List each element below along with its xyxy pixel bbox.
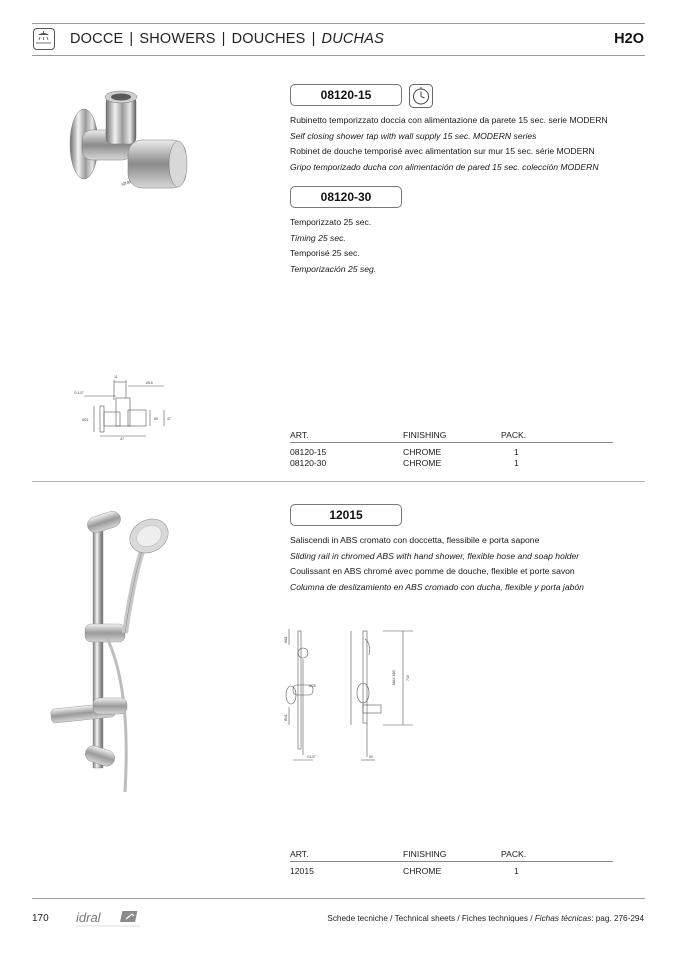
brand-label: H2O <box>614 31 644 47</box>
table-row: CHROME <box>403 866 442 876</box>
col-header-finishing: FINISHING <box>403 430 447 440</box>
title-separator: | <box>221 31 226 47</box>
table-row: 08120-15 <box>290 447 327 457</box>
page-title <box>70 31 384 47</box>
desc-en: Timing 25 sec. <box>290 232 346 243</box>
desc-it: Rubinetto temporizzato doccia con alimentazione da parete 15 sec. serie MODERN <box>290 115 608 125</box>
header-bottom-rule <box>32 55 645 56</box>
dim-label: 47 <box>167 417 171 421</box>
desc-en: Sliding rail in chromed ABS with hand shower, flexible hose and soap holder <box>290 550 580 561</box>
desc-fr: Robinet de douche temporisé avec alimentation sur mur 15 sec. série MODERN <box>290 146 595 156</box>
dim-label: G 1/2" <box>74 391 85 395</box>
col-header-art: ART. <box>290 849 309 859</box>
desc-it: Temporizzato 25 sec. <box>290 217 372 227</box>
ref-text: Schede tecniche / Technical sheets / Fiches techniques / <box>327 914 535 923</box>
desc-fr: Coulissant en ABS chromé avec pomme de douche, flexible et porte savon <box>290 566 575 576</box>
footer-rule <box>32 898 645 899</box>
shower-icon <box>33 28 55 50</box>
section-divider <box>32 481 645 482</box>
dim-label: 710 <box>406 675 410 681</box>
dim-label: Ø16 <box>146 381 153 385</box>
dim-label: Ø81 <box>284 636 288 643</box>
timer-icon <box>409 84 433 108</box>
dim-label: Ø41 <box>284 714 288 721</box>
ref-text-es: Fichas técnicas <box>534 914 592 923</box>
col-header-art: ART. <box>290 430 309 440</box>
desc-en: Self closing shower tap with wall supply 15 sec. MODERN series <box>290 130 537 141</box>
title-es: DUCHAS <box>321 31 384 47</box>
table-row: 12015 <box>290 866 314 876</box>
image-brand-mark: idral <box>120 179 132 188</box>
dim-label: 90 <box>369 755 373 759</box>
desc-it: Saliscendi in ABS cromato con doccetta, flessibile e porta sapone <box>290 535 540 545</box>
desc-es: Temporización 25 seg. <box>290 263 377 274</box>
title-it: DOCCE <box>70 31 124 47</box>
col-header-finishing: FINISHING <box>403 849 447 859</box>
product3-description <box>290 533 584 595</box>
product2-description <box>290 215 376 277</box>
idral-logo <box>74 908 146 928</box>
title-en: SHOWERS <box>139 31 216 47</box>
table-product-1 <box>290 430 613 470</box>
dim-label: 47 <box>120 437 124 441</box>
dim-label: 11 <box>114 375 118 379</box>
table-product-2 <box>290 849 613 879</box>
technical-sheets-reference <box>327 914 644 923</box>
desc-es: Columna de deslizamiento en ABS cromado con ducha, flexible y porta jabón <box>290 581 584 592</box>
col-header-pack: PACK. <box>501 849 527 859</box>
table-row: 1 <box>514 458 519 468</box>
title-fr: DOUCHES <box>231 31 306 47</box>
ref-pages: : pag. 276-294 <box>591 914 644 923</box>
product-code-12015: 12015 <box>290 504 402 526</box>
table-row: CHROME <box>403 447 442 457</box>
product1-description <box>290 113 608 175</box>
table-row: 1 <box>514 447 519 457</box>
product-code-08120-30: 08120-30 <box>290 186 402 208</box>
logo-wordmark: idral <box>76 910 101 925</box>
technical-drawing-sliding-rail <box>283 625 423 765</box>
table-rule <box>290 442 613 443</box>
dim-label: 60 <box>154 417 158 421</box>
table-row: 08120-30 <box>290 458 327 468</box>
table-rule <box>290 861 613 862</box>
header-top-rule <box>32 23 645 24</box>
desc-es: Gripo temporizado ducha con alimentación de pared 15 sec. colección MODERN <box>290 161 599 172</box>
table-row: CHROME <box>403 458 442 468</box>
dim-label: Ø21 <box>82 418 89 422</box>
table-row: 1 <box>514 866 519 876</box>
title-separator: | <box>311 31 316 47</box>
product-image-tap <box>58 88 193 200</box>
desc-fr: Temporisé 25 sec. <box>290 248 360 258</box>
title-separator: | <box>129 31 134 47</box>
product-code-08120-15: 08120-15 <box>290 84 402 106</box>
product-image-sliding-rail <box>45 508 185 792</box>
dim-label: MAX 880 <box>392 670 396 685</box>
dim-label: Ø25 <box>309 684 316 688</box>
col-header-pack: PACK. <box>501 430 527 440</box>
technical-drawing-tap <box>70 370 180 442</box>
dim-label: G1/2" <box>307 755 317 759</box>
page-number: 170 <box>32 913 49 924</box>
